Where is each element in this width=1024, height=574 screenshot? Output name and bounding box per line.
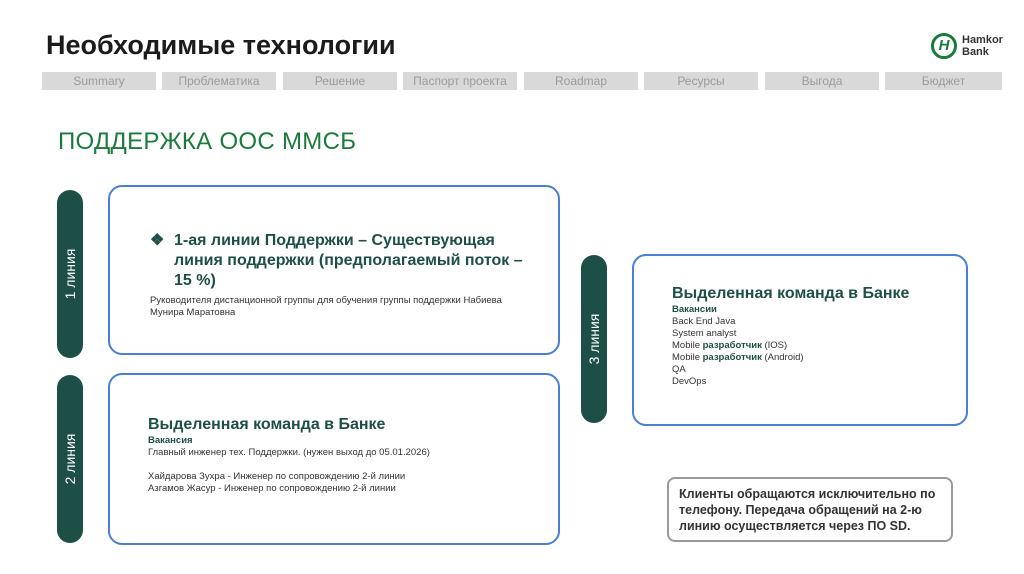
card3-item: QA bbox=[672, 364, 686, 375]
diamond-bullet-icon: ❖ bbox=[150, 232, 165, 249]
card3-item-part: Mobile bbox=[672, 340, 703, 351]
card3-item-part: Mobile bbox=[672, 352, 703, 363]
section-title: ПОДДЕРЖКА ООС ММСБ bbox=[58, 128, 357, 155]
line-1-pill bbox=[57, 190, 83, 358]
card1-heading-row bbox=[150, 231, 540, 291]
line-1-card bbox=[108, 185, 560, 355]
card2-staff-2: Азгамов Жасур - Инженер по сопровождению 2-й линии bbox=[148, 483, 396, 494]
line-2-card bbox=[108, 373, 560, 545]
logo-mark-icon: H bbox=[931, 33, 957, 59]
card2-content bbox=[148, 415, 548, 495]
logo-line2: Bank bbox=[962, 46, 989, 58]
card3-vacancy-label bbox=[672, 304, 962, 316]
line-3-pill bbox=[581, 255, 607, 423]
line-3-label: 3 линия bbox=[586, 313, 602, 365]
tab-roadmap[interactable]: Roadmap bbox=[524, 72, 638, 90]
card1-content bbox=[150, 231, 540, 319]
card1-text: Руководителя дистанционной группы для обучения группы поддержки Набиева Мунира Маратовна bbox=[150, 295, 502, 318]
card3-item-part: (Android) bbox=[761, 352, 804, 363]
line-1-label: 1 линия bbox=[62, 248, 78, 300]
card2-staff-1: Хайдарова Зухра - Инженер по сопровождению 2-й линии bbox=[148, 471, 406, 482]
card3-content bbox=[672, 284, 962, 388]
line-3-card bbox=[632, 254, 968, 426]
card3-item bbox=[672, 352, 962, 364]
tab-benefit[interactable]: Выгода bbox=[765, 72, 879, 90]
card2-vacancy: Главный инженер тех. Поддержки. (нужен выход до 05.01.2026) bbox=[148, 447, 430, 458]
card3-vacancy-label-text: Вакансии bbox=[672, 304, 717, 315]
card1-heading: 1-ая линии Поддержки – Существующая линия поддержки (предполагаемый поток – 15 %) bbox=[174, 232, 523, 289]
line-2-pill bbox=[57, 375, 83, 543]
card3-item: DevOps bbox=[672, 376, 707, 387]
card3-item-bold: разработчик bbox=[702, 340, 762, 351]
tab-resources[interactable]: Ресурсы bbox=[644, 72, 758, 90]
card2-vacancy-label bbox=[148, 435, 548, 447]
card3-item: Back End Java bbox=[672, 316, 736, 327]
section-tabs bbox=[42, 72, 1002, 90]
tab-problems[interactable]: Проблематика bbox=[162, 72, 276, 90]
tab-budget[interactable]: Бюджет bbox=[885, 72, 1002, 90]
note-box: Клиенты обращаются исключительно по телефону. Передача обращений на 2-ю линию осуществляется через ПО SD. bbox=[667, 477, 953, 542]
bank-logo bbox=[931, 33, 1011, 63]
tab-solution[interactable]: Решение bbox=[283, 72, 397, 90]
card3-item: System analyst bbox=[672, 328, 737, 339]
logo-line1: Hamkor bbox=[962, 34, 1003, 46]
tab-project-passport[interactable]: Паспорт проекта bbox=[403, 72, 517, 90]
page-title: Необходимые технологии bbox=[46, 30, 396, 60]
card3-heading: Выделенная команда в Банке bbox=[672, 285, 910, 302]
card2-heading: Выделенная команда в Банке bbox=[148, 416, 386, 433]
tab-summary[interactable]: Summary bbox=[42, 72, 156, 90]
card3-item-part: (IOS) bbox=[761, 340, 788, 351]
card3-item-bold: разработчик bbox=[702, 352, 762, 363]
card2-vacancy-label-text: Вакансия bbox=[148, 435, 193, 446]
logo-text bbox=[962, 34, 1003, 58]
line-2-label: 2 линия bbox=[62, 433, 78, 485]
card3-item bbox=[672, 340, 962, 352]
